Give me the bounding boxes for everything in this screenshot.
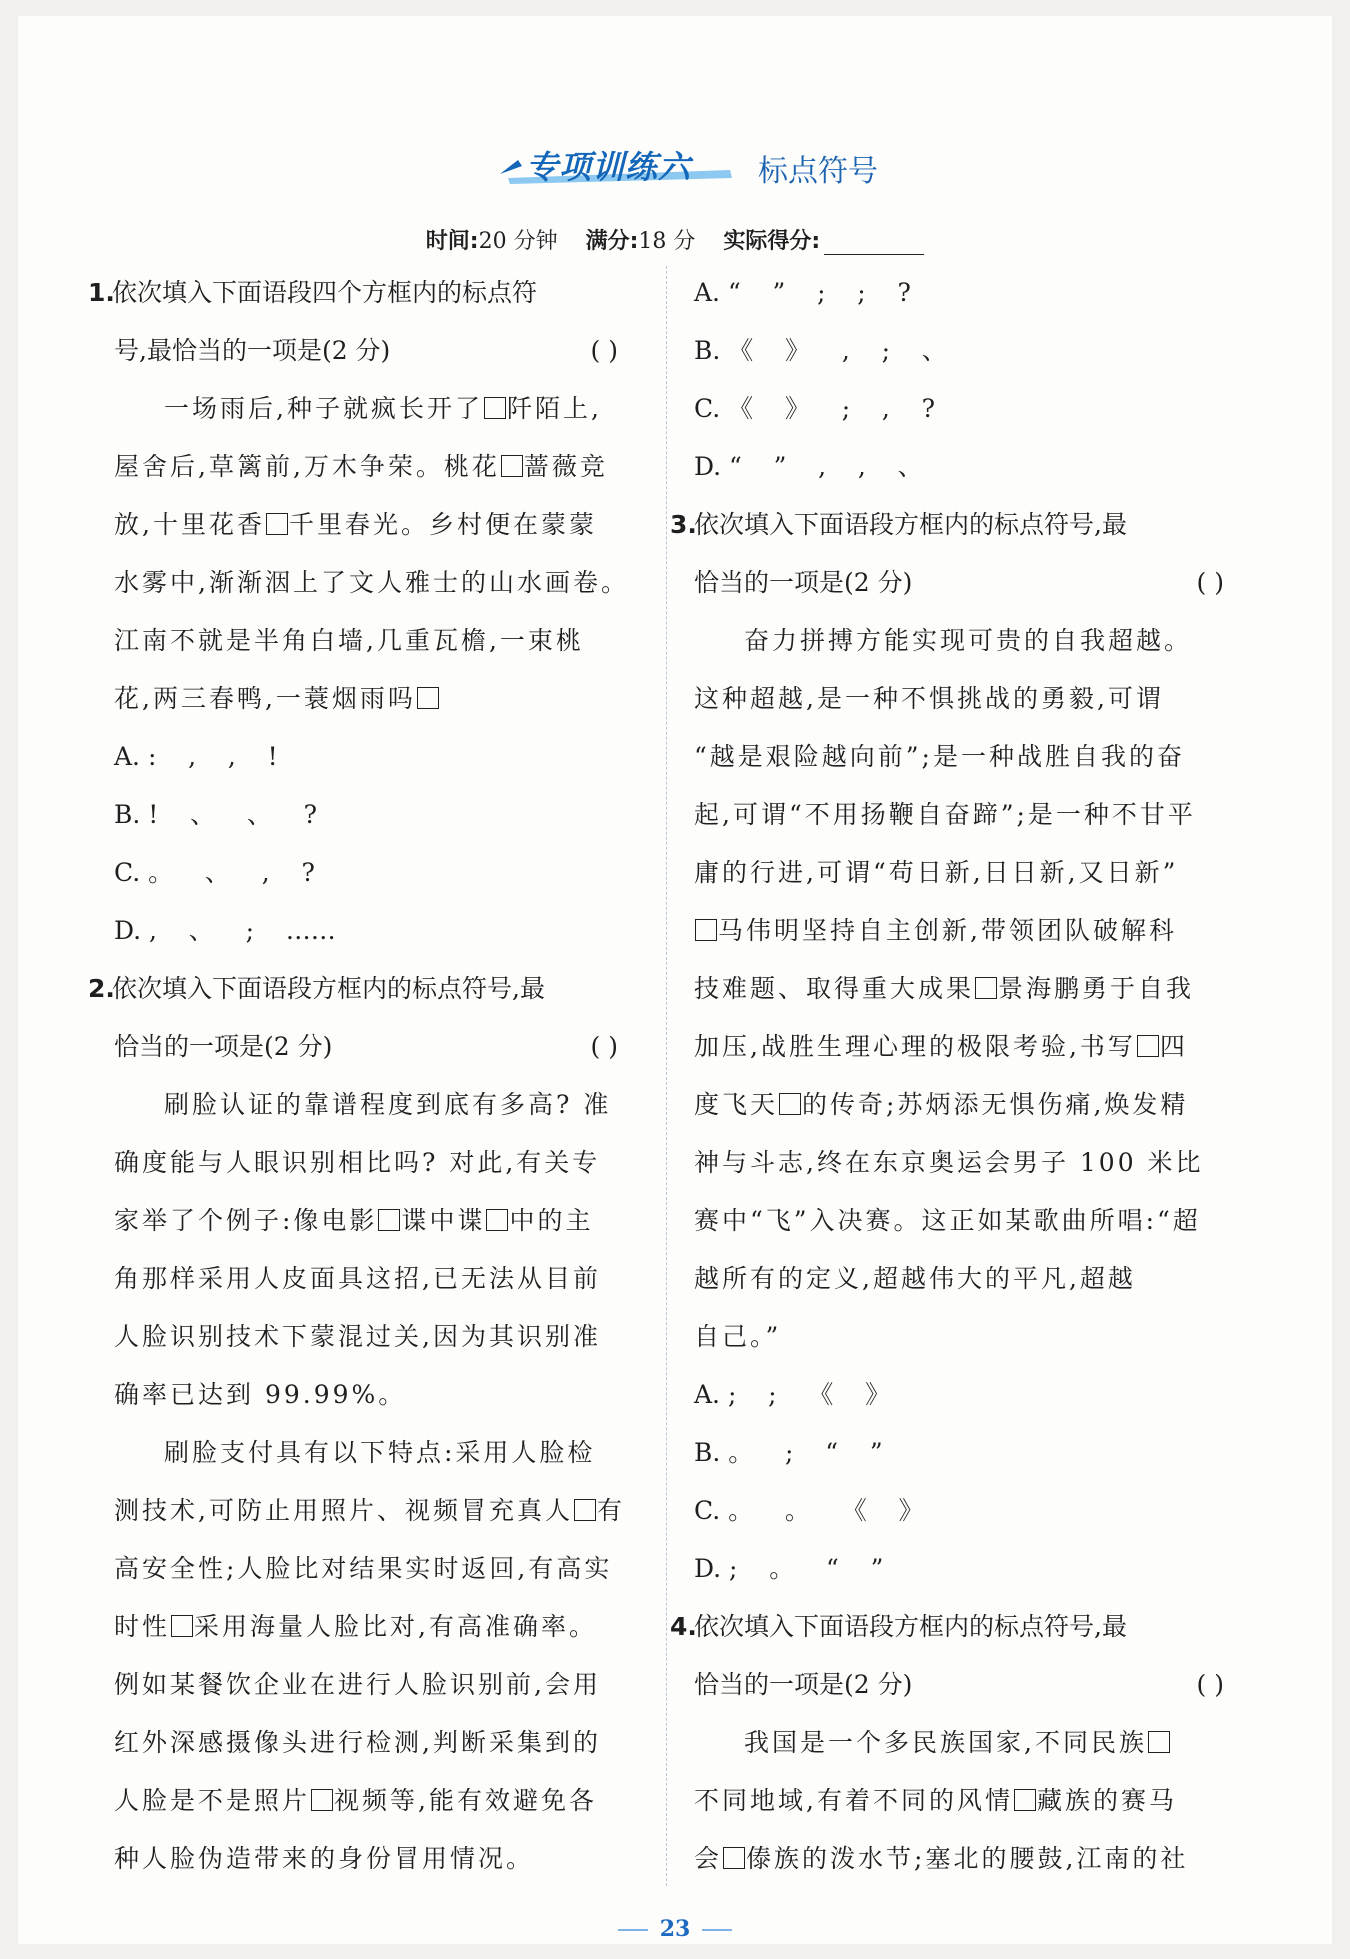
- blank-box: [484, 397, 506, 419]
- q3-passage-line: 赛中“飞”入决赛。这正如某歌曲所唱:“超: [694, 1206, 1201, 1235]
- q1-passage-line: 水雾中,渐渐洇上了文人雅士的山水画卷。: [114, 568, 629, 597]
- blank-box: [378, 1209, 400, 1231]
- score-value: 18 分: [638, 229, 696, 254]
- q3-number: 3.: [670, 510, 697, 539]
- page-footer: [18, 1916, 1332, 1942]
- blank-box: [574, 1499, 596, 1521]
- q1-stem-line: 依次填入下面语段四个方框内的标点符: [112, 278, 538, 307]
- q3-passage-line: 起,可谓“不用扬鞭自奋蹄”;是一种不甘平: [694, 800, 1196, 829]
- q2-stem-line: 依次填入下面语段方框内的标点符号,最: [112, 974, 545, 1003]
- q2-option-a[interactable]: A. “ ” ; ; ?: [694, 278, 911, 307]
- exam-meta: [18, 224, 1332, 255]
- q1-passage-line: 放,十里花香 千里春光。乡村便在蒙蒙: [114, 510, 597, 539]
- q3-stem-line: 依次填入下面语段方框内的标点符号,最: [694, 510, 1127, 539]
- q2-passage-line: 人脸识别技术下蒙混过关,因为其识别准: [114, 1322, 601, 1351]
- q2-stem: [88, 960, 618, 1018]
- q3-option-d[interactable]: D. ; 。 “ ”: [694, 1554, 884, 1583]
- q1-option-b[interactable]: B. ! 、 、 ?: [114, 800, 318, 829]
- q3-stem-line: 恰当的一项是(2 分): [694, 568, 913, 597]
- q1-stem-2: [88, 322, 618, 380]
- blank-box: [266, 513, 288, 535]
- q2-passage-line: 人脸是不是照片 视频等,能有效避免各: [114, 1786, 597, 1815]
- q1-option-a[interactable]: A. : , , !: [114, 742, 278, 771]
- actual-score-blank[interactable]: [824, 234, 924, 255]
- q3-option-c[interactable]: C. 。 。 《 》: [694, 1496, 924, 1525]
- q1-passage-line: 花,两三春鸭,一蓑烟雨吗: [88, 670, 618, 728]
- blank-box: [779, 1093, 801, 1115]
- blank-box: [311, 1789, 333, 1811]
- q4-passage-line: 不同地域,有着不同的风情 藏族的赛马: [694, 1786, 1177, 1815]
- q3-passage-line: “越是艰险越向前”;是一种战胜自我的奋: [694, 742, 1185, 771]
- q3-option-b[interactable]: B. 。 ; “ ”: [694, 1438, 883, 1467]
- q3-stem-2: [694, 554, 1224, 612]
- blank-box: [486, 1209, 508, 1231]
- q2-passage-line: 确率已达到 99.99%。: [114, 1380, 407, 1409]
- q3-passage-line: 越所有的定义,超越伟大的平凡,超越: [694, 1264, 1136, 1293]
- q2-number: 2.: [88, 974, 115, 1003]
- q4-stem: [670, 1598, 1224, 1656]
- q2-stem-2: [88, 1018, 618, 1076]
- blank-box: [695, 919, 717, 941]
- blank-box: [501, 455, 523, 477]
- q1-option-d[interactable]: D. , 、 ; ……: [114, 916, 336, 945]
- q2-passage-line: 红外深感摄像头进行检测,判断采集到的: [114, 1728, 601, 1757]
- q1-number: 1.: [88, 278, 115, 307]
- q4-stem-line: 依次填入下面语段方框内的标点符号,最: [694, 1612, 1127, 1641]
- q2-option-d[interactable]: D. “ ” , , 、: [694, 452, 923, 481]
- q1-passage-line: 江南不就是半角白墙,几重瓦檐,一束桃: [114, 626, 584, 655]
- q2-passage-line: 时性 采用海量人脸比对,有高准确率。: [114, 1612, 597, 1641]
- blank-box: [1014, 1789, 1036, 1811]
- q2-passage-line: 高安全性;人脸比对结果实时返回,有高实: [114, 1554, 613, 1583]
- q2-option-c[interactable]: C. 《 》 ; , ?: [694, 394, 936, 423]
- q1-answer-bracket[interactable]: ( ): [590, 336, 618, 365]
- q2-passage-line: 种人脸伪造带来的身份冒用情况。: [114, 1844, 535, 1873]
- column-divider: [666, 266, 667, 1886]
- time-label: 时间:: [425, 229, 479, 254]
- title-banner: [500, 138, 740, 184]
- q2-stem-line: 恰当的一项是(2 分): [114, 1032, 333, 1061]
- blank-box: [723, 1847, 745, 1869]
- q2-passage-line: 例如某餐饮企业在进行人脸识别前,会用: [114, 1670, 601, 1699]
- blank-box: [1137, 1035, 1159, 1057]
- page-number: 23: [659, 1916, 691, 1942]
- q4-stem-line: 恰当的一项是(2 分): [694, 1670, 913, 1699]
- actual-score-label: 实际得分:: [723, 229, 821, 254]
- q4-number: 4.: [670, 1612, 697, 1641]
- blank-box: [975, 977, 997, 999]
- q2-passage-line: 刷脸认证的靠谱程度到底有多高? 准: [164, 1090, 612, 1119]
- blank-box: [417, 687, 439, 709]
- left-column: [88, 264, 629, 1888]
- q1-passage-line: 屋舍后,草篱前,万木争荣。桃花 蔷薇竞: [114, 452, 608, 481]
- q4-answer-bracket[interactable]: ( ): [1196, 1670, 1224, 1699]
- blank-box: [171, 1615, 193, 1637]
- q3-passage-line: 度飞天 的传奇;苏炳添无惧伤痛,焕发精: [694, 1090, 1189, 1119]
- section-title: 专项训练六: [526, 148, 692, 186]
- header: [18, 124, 1332, 194]
- q3-passage-line: 这种超越,是一种不惧挑战的勇毅,可谓: [694, 684, 1164, 713]
- blank-box: [1148, 1731, 1170, 1753]
- q1-stem: [88, 264, 618, 322]
- q1-passage-line: 一场雨后,种子就疯长开了 阡陌上,: [164, 394, 602, 423]
- q3-passage-line: 奋力拼搏方能实现可贵的自我超越。: [744, 626, 1193, 655]
- q3-passage-line: 自己。”: [694, 1322, 782, 1351]
- q1-option-c[interactable]: C. 。 、 , ?: [114, 858, 315, 887]
- q4-passage-line: 我国是一个多民族国家,不同民族: [694, 1714, 1224, 1772]
- q3-passage-line: 技难题、取得重大成果 景海鹏勇于自我: [694, 974, 1195, 1003]
- q4-stem-2: [694, 1656, 1224, 1714]
- footer-dash-left: [618, 1929, 648, 1931]
- q2-passage-line: 测技术,可防止用照片、视频冒充真人 有: [114, 1496, 625, 1525]
- footer-dash-right: [702, 1929, 732, 1931]
- q3-passage-line: 加压,战胜生理心理的极限考验,书写 四: [694, 1032, 1188, 1061]
- q3-option-a[interactable]: A. ; ; 《 》: [694, 1380, 891, 1409]
- q2-option-b[interactable]: B. 《 》 , ; 、: [694, 336, 947, 365]
- q1-stem-line: 号,最恰当的一项是(2 分): [114, 336, 391, 365]
- q4-passage-line: 会 傣族的泼水节;塞北的腰鼓,江南的社: [694, 1844, 1189, 1873]
- q3-passage-line: 马伟明坚持自主创新,带领团队破解科: [694, 902, 1224, 960]
- q3-passage-line: 神与斗志,终在东京奥运会男子 100 米比: [694, 1148, 1204, 1177]
- q2-passage-line: 确度能与人眼识别相比吗? 对此,有关专: [114, 1148, 601, 1177]
- page: [18, 16, 1332, 1944]
- score-label: 满分:: [585, 229, 639, 254]
- q2-passage-line: 角那样采用人皮面具这招,已无法从目前: [114, 1264, 601, 1293]
- q2-answer-bracket[interactable]: ( ): [590, 1032, 618, 1061]
- q3-stem: [670, 496, 1224, 554]
- right-column: [670, 264, 1224, 1888]
- section-subtitle: 标点符号: [758, 154, 878, 189]
- time-value: 20 分钟: [478, 229, 558, 254]
- q2-passage-line: 家举了个例子:像电影 谍中谍 中的主: [114, 1206, 594, 1235]
- q2-passage-line: 刷脸支付具有以下特点:采用人脸检: [164, 1438, 596, 1467]
- q3-passage-line: 庸的行进,可谓“苟日新,日日新,又日新”: [694, 858, 1179, 887]
- q3-answer-bracket[interactable]: ( ): [1196, 568, 1224, 597]
